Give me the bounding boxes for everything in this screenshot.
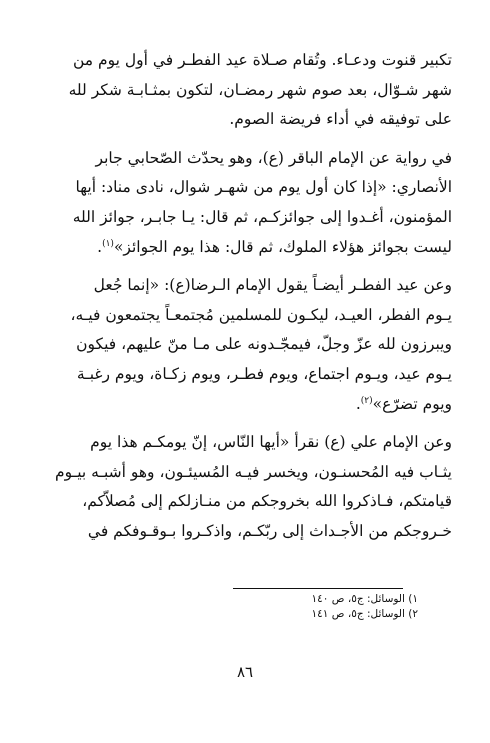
text-line: قيامتكم، فـاذكروا الله بخروجكم من منـازلكم إلى مُصلاّكم، xyxy=(82,492,452,511)
footnote-2: ٢) الوسائل: ج٥، ص ١٤١ xyxy=(311,608,418,620)
footnote-1: ١) الوسائل: ج٥، ص ١٤٠ xyxy=(311,593,418,605)
text-line: الأنصاري: «إذا كان أول يوم من شهـر شوال، نادى مناد: أيها xyxy=(75,178,452,197)
footnote-ref: (١) xyxy=(102,238,114,249)
paragraph-1 xyxy=(38,46,452,135)
text-line: وعن عيد الفطـر أيضـاً يقول الإمام الـرضا(ع): «إنما جُعل xyxy=(93,276,452,295)
text-line: ليست بجوائز هؤلاء الملوك، ثم قال: هذا يوم الجوائز» xyxy=(113,237,452,256)
paragraph-4 xyxy=(38,428,452,546)
text-line: المؤمنون، أغـدوا إلى جوائزكـم، ثم قال: يـا جابـر، جوائز الله xyxy=(72,207,452,226)
text-line: يـوم الفطر، العيـد، ليكـون للمسلمين مُجتمعـاً يجتمعون فيـه، xyxy=(70,305,452,324)
text-line: على توفيقه في أداء فريضة الصوم. xyxy=(229,110,452,129)
text-line: تكبير قنوت ودعـاء. وتُقام صـلاة عيد الفطـر في أول يوم من xyxy=(72,51,452,69)
footnotes xyxy=(312,592,418,622)
text-line: ويبرزون لله عزّ وجلّ، فيمجّـدونه على مـا منّ عليهم، فيكون xyxy=(76,335,452,354)
footnote-ref: (٢) xyxy=(360,395,373,406)
text-line-with-note: ويوم تضرّع»$^{(٢)}$. xyxy=(355,394,452,413)
text-line: يثـاب فيه المُحسنـون، ويخسر فيـه المُسيئـون، وهو أشبـه بيـوم xyxy=(55,462,452,481)
text-line: يـوم عيد، ويـوم اجتماع، ويوم فطـر، ويوم زكـاة، ويوم رغبـة xyxy=(76,364,452,383)
text-line: خـروجكم من الأجـداث إلى ربّكـم، واذكـروا بـوقـوفكم في xyxy=(87,521,452,540)
text-line: وعن الإمام علي (ع) نقرأ «أيها النّاس، إنّ يومكـم هذا يوم xyxy=(90,433,452,452)
body-text xyxy=(38,46,452,556)
text-line: ويوم تضرّع» xyxy=(372,394,452,413)
text-line: في رواية عن الإمام الباقر (ع)، وهو يحدّث الصّحابي جابر xyxy=(95,148,452,167)
footnote-divider xyxy=(233,588,403,589)
text-line-with-note: ليست بجوائز هؤلاء الملوك، ثم قال: هذا يوم الجوائز»$^{(١)}$. xyxy=(97,237,452,256)
paragraph-3 xyxy=(38,271,452,419)
page-number: ٨٦ xyxy=(236,663,254,681)
text-line: شهر شـوّال، بعد صوم شهر رمضـان، لتكون بمثـابـة شكر لله xyxy=(68,80,452,99)
paragraph-2 xyxy=(38,144,452,262)
